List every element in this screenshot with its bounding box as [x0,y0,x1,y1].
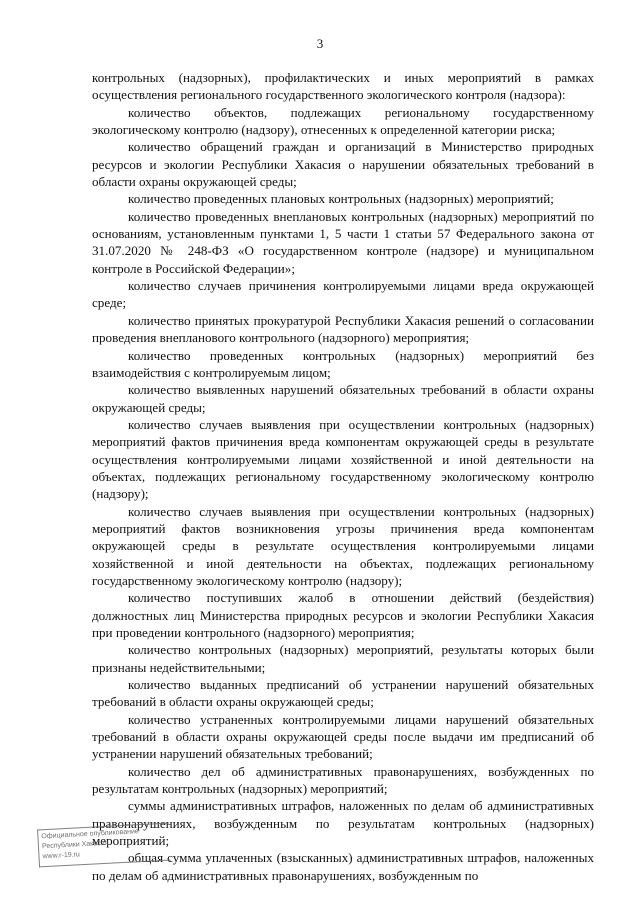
paragraph: количество проведенных плановых контрольных (надзорных) мероприятий; [128,191,554,207]
paragraph: количество проведенных внеплановых контрольных (надзорных) мероприятий по основаниям, установленным пунктами 1, 5 части 1 статьи 57 Федерального закона от 31.07.2020 № 248-ФЗ «О государственном контроле (надзоре) и муниципальном контроле в Российской Федерации»; [92,208,594,276]
publication-stamp [37,823,171,868]
paragraph: суммы административных штрафов, наложенных по делам об административных правонарушениях, возбужденным по результатам контрольных (надзорных) мероприятий; [92,798,594,849]
stamp-line: Официальное опубликование [41,828,139,841]
paragraph: количество поступивших жалоб в отношении действий (бездействия) должностных лиц Министерства природных ресурсов и экологии Республики Хакасия при проведении контрольного (надзорного) мероприятия; [92,590,594,640]
paragraph: количество случаев причинения контролируемыми лицами вреда окружающей среде; [92,278,594,311]
paragraph: количество обращений граждан и организаций в Министерство природных ресурсов и экологии Республики Хакасия о нарушении обязательных требований в области охраны окружающей среды; [92,139,594,190]
stamp-line: Республики Хакасия [41,839,109,851]
paragraph: количество устраненных контролируемыми лицами нарушений обязательных требований в области охраны окружающей среды после выдачи им предписаний об устранении нарушений обязательных требований; [92,711,594,762]
paragraph: количество принятых прокуратурой Республики Хакасия решений о согласовании проведения внепланового контрольного (надзорного) мероприятия; [92,312,594,346]
paragraph: количество выданных предписаний об устранении нарушений обязательных требований в области охраны окружающей среды; [92,677,594,710]
paragraph: количество объектов, подлежащих региональному государственному экологическому контролю (надзору), отнесенных к определенной категории риска; [92,104,594,138]
paragraph: количество дел об административных правонарушениях, возбужденных по результатам контрольных (надзорных) мероприятий; [92,763,594,797]
stamp-line: www.r-19.ru [42,851,81,861]
paragraph: общая сумма уплаченных (взысканных) административных штрафов, наложенных по делам об административных правонарушениях, возбужденным по [92,850,594,883]
paragraph: контрольных (надзорных), профилактических и иных мероприятий в рамках осуществления регионального государственного экологического контроля (надзора): [92,70,594,103]
document-body [92,69,594,884]
paragraph: количество контрольных (надзорных) мероприятий, результаты которых были признаны недействительными; [92,642,594,675]
paragraph: количество случаев выявления при осуществлении контрольных (надзорных) мероприятий фактов возникновения угрозы причинения вреда компонентам окружающей среды в результате осуществления контролируемыми лицами хозяйственной и иной деятельности на объектах, подлежащих региональному государственному экологическому контролю (надзору); [92,503,594,588]
paragraph: количество случаев выявления при осуществлении контрольных (надзорных) мероприятий фактов причинения вреда компонентам окружающей среды в результате осуществления контролируемыми лицами хозяйственной и иной деятельности на объектах, подлежащих региональному государственному экологическому контролю (надзору); [92,416,594,502]
paragraph: количество выявленных нарушений обязательных требований в области охраны окружающей среды; [92,382,594,415]
page-number: 3 [316,36,324,51]
paragraph: количество проведенных контрольных (надзорных) мероприятий без взаимодействия с контролируемым лицом; [92,347,594,380]
